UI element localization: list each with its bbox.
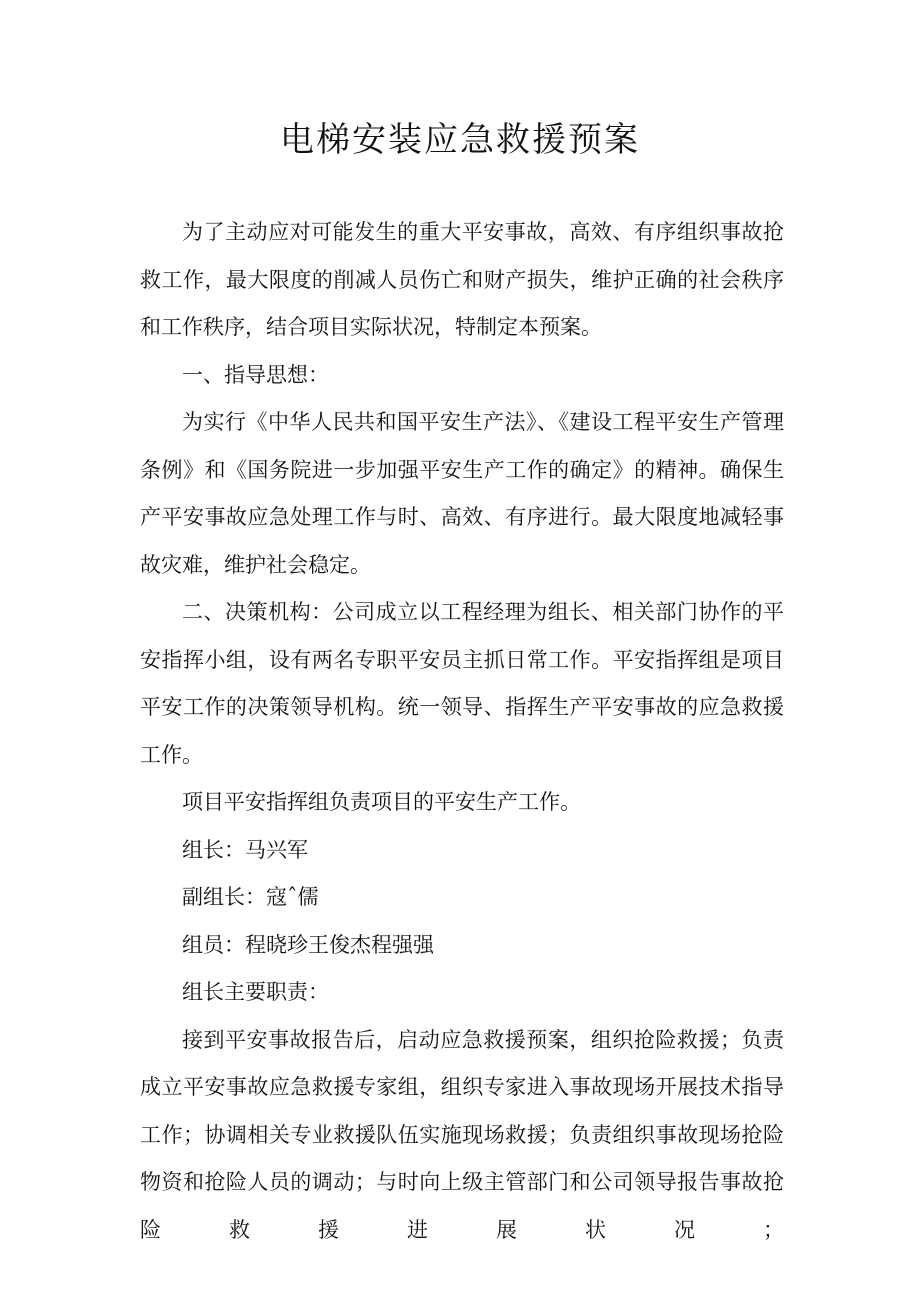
leader-duties-heading: 组长主要职责： (182, 980, 329, 1004)
command-group-paragraph: 项目平安指挥组负责项目的平安生产工作。 (182, 790, 581, 814)
guiding-thought-paragraph: 为实行《中华人民共和国平安生产法》、《建设工程平安生产管理条例》和《国务院进一步加强平安生产工作的确定》的精神。确保生产平安事故应急处理工作与时、高效、有序进行。最大限度地减轻事故灾难，维护社会稳定。 (140, 410, 784, 577)
intro-paragraph: 为了主动应对可能发生的重大平安事故，高效、有序组织事故抢救工作，最大限度的削减人员伤亡和财产损失，维护正确的社会秩序和工作秩序，结合项目实际状况，特制定本预案。 (140, 220, 784, 339)
deputy-leader-line: 副组长：寇ˆ儒 (182, 885, 319, 909)
decision-body-paragraph: 二、决策机构：公司成立以工程经理为组长、相关部门协作的平安指挥小组，设有两名专职平安员主抓日常工作。平安指挥组是项目平安工作的决策领导机构。统一领导、指挥生产平安事故的应急救援工作。 (140, 600, 784, 767)
leader-duties-paragraph: 接到平安事故报告后，启动应急救援预案，组织抢险救援；负责成立平安事故应急救援专家组，组织专家进入事故现场开展技术指导工作；协调相关专业救援队伍实施现场救援；负责组织事故现场抢险物资和抢险人员的调动；与时向上级主管部门和公司领导报告事故抢险救援进展状况； (140, 1027, 784, 1242)
members-line: 组员：程晓珍王俊杰程强强 (182, 932, 434, 957)
section-heading-guiding-thought: 一、指导思想： (182, 362, 329, 387)
document-body (140, 209, 784, 1254)
group-leader-line: 组长：马兴军 (182, 837, 308, 862)
document-title: 电梯安装应急救援预案 (280, 120, 640, 160)
